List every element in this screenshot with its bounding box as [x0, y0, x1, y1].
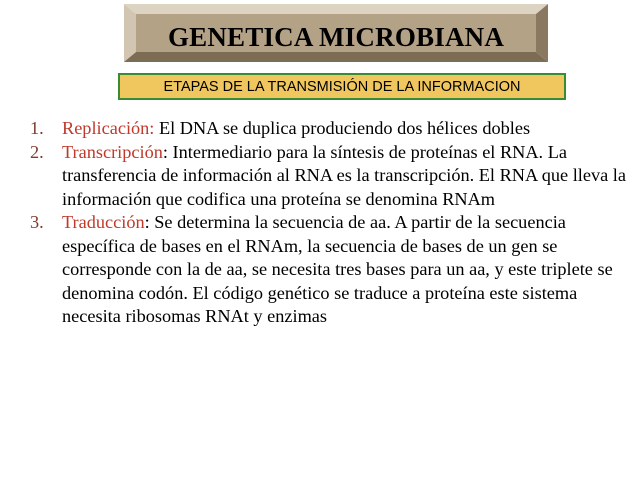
step-term: Transcripción	[62, 141, 163, 162]
step-text: : Se determina la secuencia de aa. A partir de la secuencia específica de bases en el RNAm, la secuencia de bases de un gen se corresponde con la de aa, se necesita tres bases para un aa, y este triplete se denomina codón. El código genético se traduce a proteína este sistema necesita ribosomas RNAt y enzimas	[62, 212, 613, 326]
subtitle-banner	[118, 73, 566, 100]
step-item-transcripcion	[30, 141, 630, 212]
page-title: GENETICA MICROBIANA	[167, 22, 505, 52]
step-text: : Intermediario para la síntesis de proteínas el RNA. La transferencia de información al RNA es la transcripción. El RNA que lleva la información que codifica una proteína se denomina RNAm	[62, 141, 626, 209]
bevel-bottom	[124, 52, 548, 62]
title-banner	[124, 4, 548, 62]
step-text: El DNA se duplica produciendo dos hélices dobles	[154, 118, 531, 138]
step-item-traduccion	[30, 211, 630, 329]
step-item-replicacion	[30, 117, 630, 141]
bevel-top	[124, 4, 548, 14]
subtitle-text: ETAPAS DE LA TRANSMISIÓN DE LA INFORMACION	[163, 78, 521, 95]
step-number: 2.	[30, 141, 44, 162]
step-term: Replicación:	[62, 118, 155, 138]
step-number: 1.	[30, 118, 44, 138]
step-number: 3.	[30, 212, 44, 232]
steps-list	[30, 117, 630, 329]
step-term: Traducción	[62, 212, 145, 232]
